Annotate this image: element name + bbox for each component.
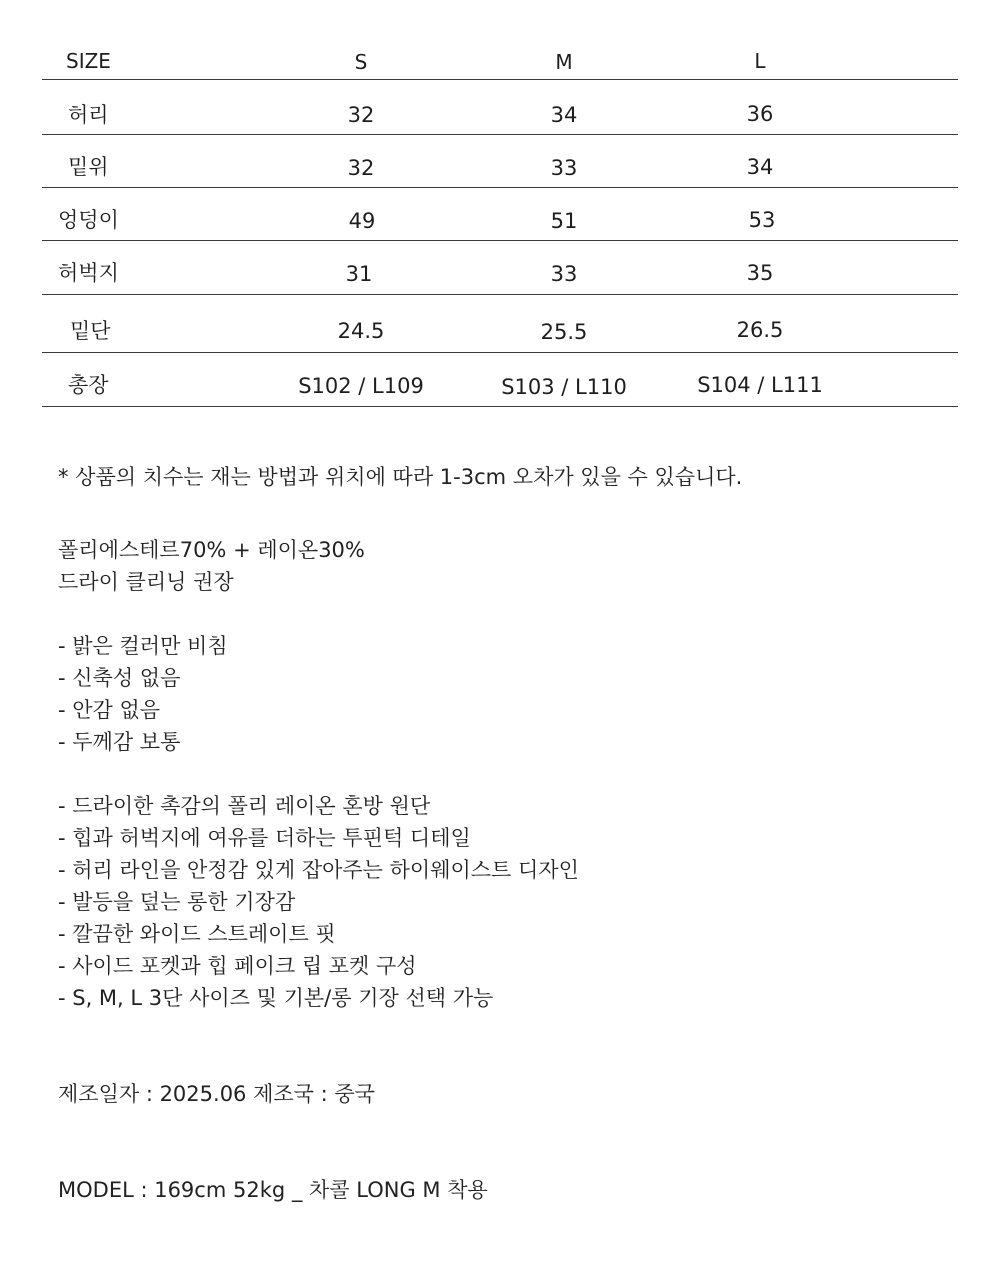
model-info: MODEL : 169cm 52kg _ 차콜 LONG M 착용 xyxy=(58,1178,488,1202)
size-header-s: S xyxy=(354,50,368,74)
material-composition: 폴리에스테르70% + 레이온30% xyxy=(58,538,365,562)
property-item: - 안감 없음 xyxy=(58,698,161,722)
value-s: 32 xyxy=(347,156,375,180)
row-label: 밑위 xyxy=(68,155,109,179)
table-row xyxy=(42,80,958,135)
value-l: 36 xyxy=(746,102,774,126)
row-label: 허리 xyxy=(68,103,109,127)
table-row xyxy=(42,295,958,353)
value-l: 34 xyxy=(746,155,774,179)
table-row xyxy=(42,353,958,407)
row-label: 총장 xyxy=(68,373,109,397)
value-m: 33 xyxy=(550,262,578,286)
feature-item: - 사이드 포켓과 힙 페이크 립 포켓 구성 xyxy=(58,954,417,978)
size-table xyxy=(42,36,958,407)
value-l: 26.5 xyxy=(736,318,784,342)
care-instruction: 드라이 클리닝 권장 xyxy=(58,570,234,594)
feature-item: - 깔끔한 와이드 스트레이트 핏 xyxy=(58,922,336,946)
size-header-m: M xyxy=(555,50,573,74)
feature-item: - 힙과 허벅지에 여유를 더하는 투핀턱 디테일 xyxy=(58,826,471,850)
property-item: - 신축성 없음 xyxy=(58,666,181,690)
value-m: S103 / L110 xyxy=(501,375,627,399)
size-table-header xyxy=(42,36,958,80)
table-row xyxy=(42,241,958,295)
value-s: 32 xyxy=(347,103,375,127)
feature-item: - 드라이한 촉감의 폴리 레이온 혼방 원단 xyxy=(58,794,431,818)
value-s: 31 xyxy=(345,262,373,286)
value-l: 53 xyxy=(748,208,776,232)
table-row xyxy=(42,135,958,188)
value-s: S102 / L109 xyxy=(298,374,424,398)
property-item: - 두께감 보통 xyxy=(58,730,181,754)
manufacture-info: 제조일자 : 2025.06 제조국 : 중국 xyxy=(58,1082,375,1106)
value-l: S104 / L111 xyxy=(697,373,823,397)
value-l: 35 xyxy=(746,261,774,285)
property-item: - 밝은 컬러만 비침 xyxy=(58,634,228,658)
feature-item: - 발등을 덮는 롱한 기장감 xyxy=(58,890,296,914)
feature-item: - S, M, L 3단 사이즈 및 기본/롱 기장 선택 가능 xyxy=(58,986,494,1010)
row-label: 엉덩이 xyxy=(58,208,119,232)
value-s: 24.5 xyxy=(337,319,385,343)
size-header-l: L xyxy=(754,49,766,73)
size-header-label: SIZE xyxy=(66,49,111,73)
feature-item: - 허리 라인을 안정감 있게 잡아주는 하이웨이스트 디자인 xyxy=(58,858,579,882)
value-m: 33 xyxy=(550,156,578,180)
value-s: 49 xyxy=(348,209,376,233)
row-label: 밑단 xyxy=(70,319,111,343)
value-m: 34 xyxy=(550,103,578,127)
value-m: 51 xyxy=(550,209,578,233)
row-label: 허벅지 xyxy=(58,261,119,285)
measurement-disclaimer: * 상품의 치수는 재는 방법과 위치에 따라 1-3cm 오차가 있을 수 있습니다. xyxy=(58,465,743,489)
table-row xyxy=(42,188,958,241)
value-m: 25.5 xyxy=(540,320,588,344)
